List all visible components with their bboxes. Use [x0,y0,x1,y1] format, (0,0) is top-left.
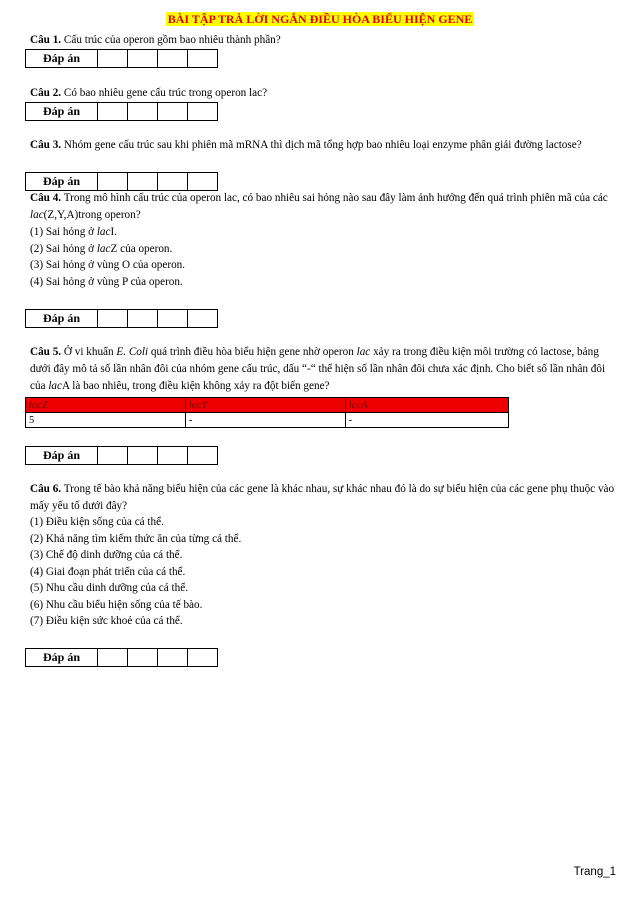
answer-box-6[interactable]: Đáp án [25,648,218,667]
header-laca: lacA [345,398,508,413]
header-lacy: lacY [185,398,345,413]
page-title: BÀI TẬP TRẢ LỜI NGẮN ĐIỀU HÒA BIỂU HIỆN GENE [167,12,473,26]
q4-option-2: (2) Sai hỏng ở lacZ của operon. [30,242,173,255]
q6-option-7: (7) Điều kiện sức khoẻ của cá thể. [30,615,183,627]
q4-option-3: (3) Sai hỏng ở vùng O của operon. [30,259,186,271]
question-5: Câu 5. Ở vi khuẩn E. Coli quá trình điều hòa biểu hiện gene nhờ operon lac xảy ra trong điều kiện môi trường có lactose, bảng dưới đây mô tả số lần nhân đôi của nhóm gene cấu trúc, dấu “-“ thể hiện số lần nhân đôi chưa xác định. Cho biết số lần nhân đôi của lacA là bao nhiêu, trong điều kiện không xảy ra đột biến gene? [30,346,606,392]
cell-lacy: - [185,413,345,428]
page-number: Trang_1 [573,866,616,878]
q6-option-6: (6) Nhu cầu biểu hiện sống của tế bào. [30,598,203,611]
answer-box-1[interactable]: Đáp án [25,49,218,68]
q6-option-2: (2) Khả năng tìm kiếm thức ăn của từng cá thể. [30,532,242,545]
q4-option-1: (1) Sai hỏng ở lacI. [30,226,118,238]
q6-options [30,514,241,630]
question-6: Câu 6. Trong tế bào khả năng biểu hiện của các gene là khác nhau, sự khác nhau đó là do sự biểu hiện của các gene phụ thuộc vào mấy yếu tố dưới đây? [30,483,615,512]
question-1: Câu 1. Cấu trúc của operon gồm bao nhiêu thành phần? [30,34,281,46]
answer-box-3[interactable]: Đáp án [25,172,218,191]
header-lacz: lacZ [26,398,186,413]
answer-box-5[interactable]: Đáp án [25,446,218,465]
q4-option-4: (4) Sai hỏng ở vùng P của operon. [30,275,183,288]
cell-lacz: 5 [26,413,186,428]
q4-options [30,224,185,290]
question-3: Câu 3. Nhóm gene cấu trúc sau khi phiên mã mRNA thì dịch mã tổng hợp bao nhiêu loại enzyme phân giải đường lactose? [30,139,582,151]
answer-box-4[interactable]: Đáp án [25,309,218,328]
answer-box-2[interactable]: Đáp án [25,102,218,121]
q6-option-5: (5) Nhu cầu dinh dưỡng của cá thể. [30,582,188,594]
cell-laca: - [345,413,508,428]
q6-option-4: (4) Giai đoạn phát triển của cá thể. [30,565,186,578]
q6-option-3: (3) Chế độ dinh dưỡng của cá thể. [30,549,183,561]
lac-gene-table [25,397,509,428]
q6-option-1: (1) Điều kiện sống của cá thể. [30,516,164,528]
question-2: Câu 2. Có bao nhiêu gene cấu trúc trong operon lac? [30,87,268,99]
question-4: Câu 4. Trong mô hình cấu trúc của operon lac, có bao nhiêu sai hỏng nào sau đây làm ảnh hưởng đến quá trình phiên mã của các lac(Z,Y,A)trong operon? [30,192,608,221]
